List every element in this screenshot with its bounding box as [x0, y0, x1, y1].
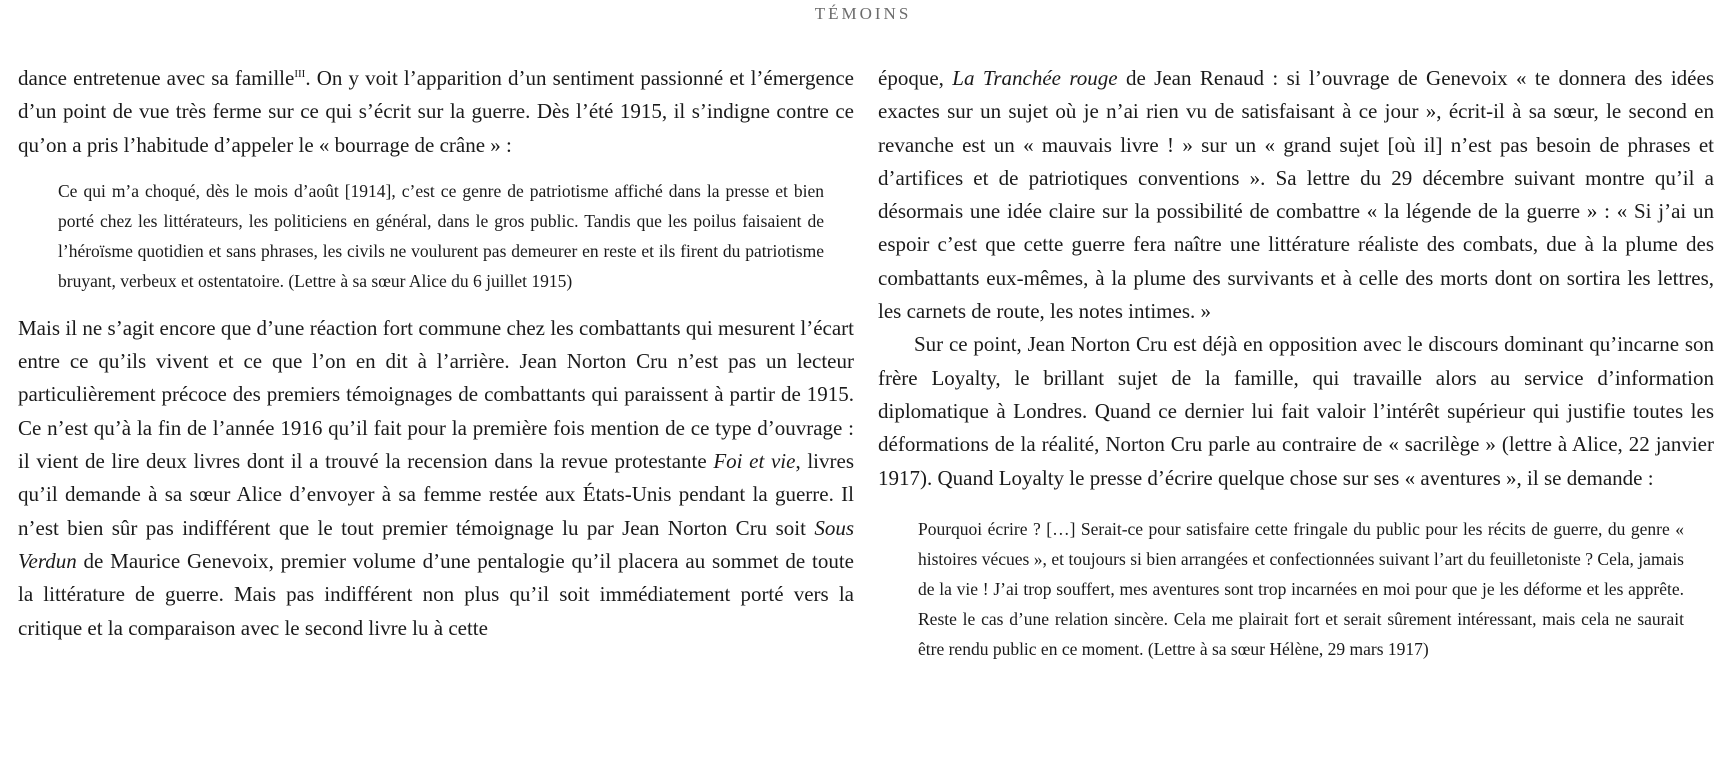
- body-paragraph: [878, 62, 1714, 328]
- footnote-marker[interactable]: III: [294, 68, 306, 80]
- left-column: [18, 62, 854, 645]
- book-title: Foi et vie: [713, 449, 796, 474]
- body-paragraph: Sur ce point, Jean Norton Cru est déjà en opposition avec le discours dominant qu’incarne son frère Loyalty, le brillant sujet de la famille, qui travaille alors au service d’information diplomatique à Londres. Quand ce dernier lui fait valoir l’intérêt supérieur qui justifie toutes les déformations de la réalité, Norton Cru parle au contraire de « sacrilège » (lettre à Alice, 22 janvier 1917). Quand Loyalty le presse d’écrire quelque chose sur ses « aventures », il se demande :: [878, 332, 1714, 490]
- text-run: de Jean Renaud : si l’ouvrage de Genevoix « te donnera des idées exactes sur un sujet où je n’ai rien vu de satisfaisant à ce jour », écrit-il à sa sœur, le second en revanche est un « mauvais livre ! » sur un « grand sujet [où il] n’est pas besoin de phrases et d’artifices et de patriotiques conventions ». Sa lettre du 29 décembre suivant montre qu’il a désormais une idée claire sur la possibilité de combattre « la légende de la guerre » : « Si j’ai un espoir c’est que cette guerre fera naître une littérature réaliste des combats, due à la plume des combattants eux-mêmes, à la plume des survivants et à celle des morts dont on sortira les lettres, les carnets de route, les notes intimes. »: [878, 66, 1714, 324]
- text-run: Mais il ne s’agit encore que d’une réaction fort commune chez les combattants qui mesurent l’écart entre ce qu’ils vivent et ce que l’on en dit à l’arrière. Jean Norton Cru n’est pas un lecteur particulièrement précoce des premiers témoignages de combattants qui paraissent à partir de 1915. Ce n’est qu’à la fin de l’année 1916 qu’il fait pour la première fois mention de ce type d’ouvrage : il vient de lire deux livres dont il a trouvé la recension dans la revue protestante: [18, 315, 854, 474]
- block-quote: Ce qui m’a choqué, dès le mois d’août [1914], c’est ce genre de patriotisme affiché dans la presse et bien porté chez les littérateurs, les politiciens en général, dans le gros public. Tandis que les poilus faisaient de l’héroïsme quotidien et sans phrases, les civils ne voulurent pas demeurer en reste et ils firent du patriotisme bruyant, verbeux et ostentatoire. (Lettre à sa sœur Alice du 6 juillet 1915): [58, 180, 824, 291]
- text-run: de Maurice Genevoix, premier volume d’une pentalogie qu’il placera au sommet de toute la littérature de guerre. Mais pas indifférent non plus qu’il soit immédiatement porté vers la critique et la comparaison avec le second livre lu à cette: [18, 548, 854, 640]
- text-run: époque,: [878, 66, 953, 90]
- book-title: La Tranchée rouge: [952, 66, 1118, 90]
- running-head: TÉMOINS: [814, 4, 912, 23]
- block-quote: Pourquoi écrire ? […] Serait-ce pour satisfaire cette fringale du public pour les récits de guerre, du genre « histoires vécues », et toujours si bien arrangées et confectionnées suivant l’art du feuilletoniste ? Cela, jamais de la vie ! J’ai trop souffert, mes aventures sont trop incarnées en moi pour que je les déforme et les apprête. Reste le cas d’une relation sincère. Cela me plairait fort et serait sûrement intéressant, mais cela ne saurait être rendu public en ce moment. (Lettre à sa sœur Hélène, 29 mars 1917): [918, 518, 1684, 659]
- text-run: , livres qu’il demande à sa sœur Alice d’envoyer à sa femme restée aux États-Unis pendant la guerre. Il n’est bien sûr pas indifférent que le tout premier témoignage lu par Jean Norton Cru soit: [18, 449, 854, 540]
- text-run: dance entretenue avec sa famille: [18, 66, 295, 90]
- book-title: Sous Verdun: [18, 515, 854, 573]
- body-paragraph: [18, 312, 854, 645]
- right-column: [878, 62, 1714, 664]
- text-run: . On y voit l’apparition d’un sentiment passionné et l’émergence d’un point de vue très ferme sur ce qui s’écrit sur la guerre. Dès l’été 1915, il s’indigne contre ce qu’on a pris l’habitude d’appeler le « bourrage de crâne » :: [18, 66, 854, 157]
- body-paragraph: [18, 62, 854, 162]
